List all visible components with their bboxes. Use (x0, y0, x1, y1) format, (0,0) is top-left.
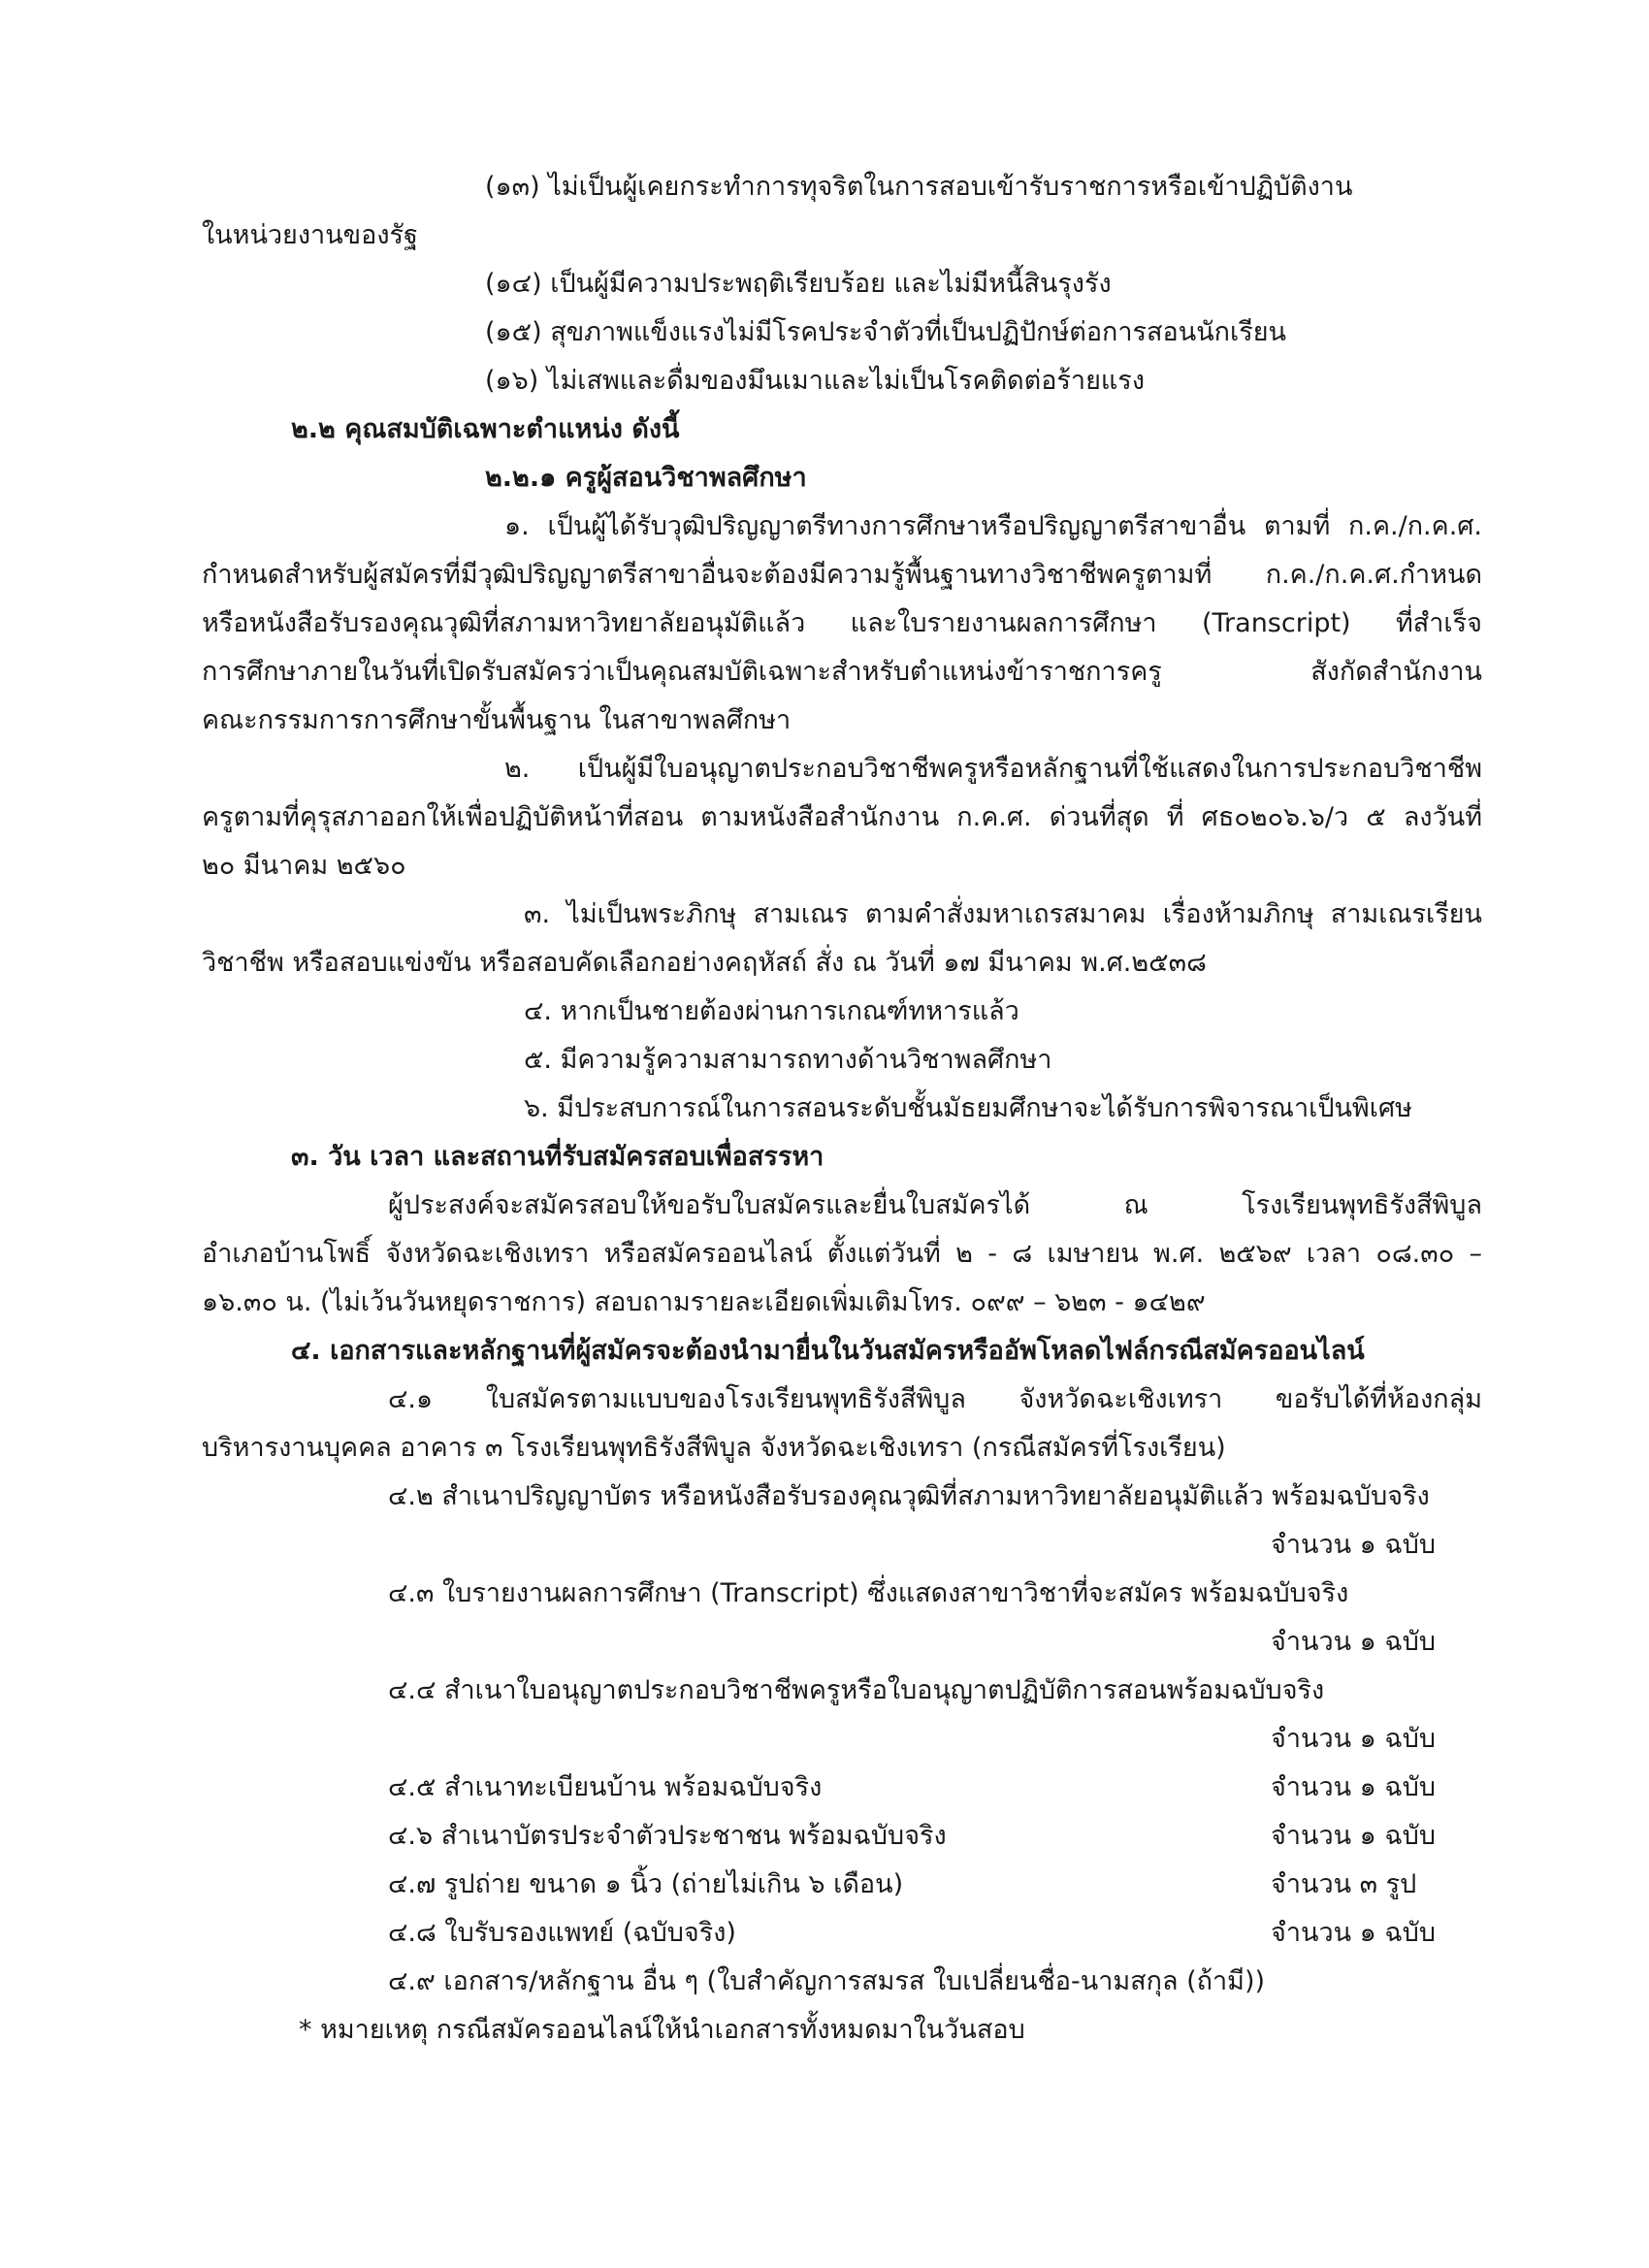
document-3-count: จำนวน ๑ ฉบับ (1271, 1627, 1437, 1657)
section-2-2-heading: ๒.๒ คุณสมบัติเฉพาะตำแหน่ง ดังนี้ (291, 414, 680, 444)
document-1-line2: บริหารงานบุคคล อาคาร ๓ โรงเรียนพุทธิรังสีพิบูล จังหวัดฉะเชิงเทรา (กรณีสมัครที่โรงเรียน) (202, 1433, 1226, 1463)
qualification-6: ๖. มีประสบการณ์ในการสอนระดับชั้นมัธยมศึกษาจะได้รับการพิจารณาเป็นพิเศษ (524, 1093, 1412, 1123)
item-13-line1: (๑๓) ไม่เป็นผู้เคยกระทำการทุจริตในการสอบเข้ารับราชการหรือเข้าปฏิบัติงาน (485, 172, 1353, 202)
qualification-1-line4: การศึกษาภายในวันที่เปิดรับสมัครว่าเป็นคุณสมบัติเฉพาะสำหรับตำแหน่งข้าราชการครู สังกัดสำนักงาน (202, 657, 1482, 687)
item-14: (๑๔) เป็นผู้มีความประพฤติเรียบร้อย และไม่มีหนี้สินรุงรัง (485, 269, 1112, 299)
qualification-5: ๕. มีความรู้ความสามารถทางด้านวิชาพลศึกษา (524, 1045, 1052, 1075)
document-6: ๔.๖ สำเนาบัตรประจำตัวประชาชน พร้อมฉบับจริง (388, 1821, 947, 1851)
qualification-2-line3: ๒๐ มีนาคม ๒๕๖๐ (202, 851, 406, 881)
document-2-count: จำนวน ๑ ฉบับ (1271, 1530, 1437, 1560)
qualification-1-line5: คณะกรรมการการศึกษาขั้นพื้นฐาน ในสาขาพลศึกษา (202, 705, 792, 735)
section-3-line3: ๑๖.๓๐ น. (ไม่เว้นวันหยุดราชการ) สอบถามรายละเอียดเพิ่มเติมโทร. ๐๙๙ – ๖๒๓ - ๑๔๒๙ (202, 1287, 1206, 1317)
section-2-2-1-heading: ๒.๒.๑ ครูผู้สอนวิชาพลศึกษา (485, 463, 807, 493)
document-9: ๔.๙ เอกสาร/หลักฐาน อื่น ๆ (ใบสำคัญการสมรส ใบเปลี่ยนชื่อ-นามสกุล (ถ้ามี)) (388, 1966, 1266, 1996)
section-4-heading: ๔. เอกสารและหลักฐานที่ผู้สมัครจะต้องนำมายื่นในวันสมัครหรืออัพโหลดไฟล์กรณีสมัครออนไลน์ (291, 1336, 1365, 1366)
qualification-2-line1: ๒. เป็นผู้มีใบอนุญาตประกอบวิชาชีพครูหรือหลักฐานที่ใช้แสดงในการประกอบวิชาชีพ (504, 754, 1482, 784)
document-7-count: จำนวน ๓ รูป (1271, 1869, 1417, 1899)
item-13-line2: ในหน่วยงานของรัฐ (202, 220, 418, 250)
document-1-line1: ๔.๑ ใบสมัครตามแบบของโรงเรียนพุทธิรังสีพิบูล จังหวัดฉะเชิงเทรา ขอรับได้ที่ห้องกลุ่ม (388, 1384, 1482, 1414)
qualification-2-line2: ครูตามที่คุรุสภาออกให้เพื่อปฏิบัติหน้าที่สอน ตามหนังสือสำนักงาน ก.ค.ศ. ด่วนที่สุด ที่ ศธ๐๒๐๖.๖/ว ๕ ลงวันที่ (202, 802, 1482, 832)
document-3: ๔.๓ ใบรายงานผลการศึกษา (Transcript) ซึ่งแสดงสาขาวิชาที่จะสมัคร พร้อมฉบับจริง (388, 1578, 1349, 1608)
qualification-3-line1: ๓. ไม่เป็นพระภิกษุ สามเณร ตามคำสั่งมหาเถรสมาคม เรื่องห้ามภิกษุ สามเณรเรียน (524, 899, 1482, 929)
document-2: ๔.๒ สำเนาปริญญาบัตร หรือหนังสือรับรองคุณวุฒิที่สภามหาวิทยาลัยอนุมัติแล้ว พร้อมฉบับจริง (388, 1481, 1430, 1511)
document-4: ๔.๔ สำเนาใบอนุญาตประกอบวิชาชีพครูหรือใบอนุญาตปฏิบัติการสอนพร้อมฉบับจริง (388, 1675, 1325, 1705)
document-6-count: จำนวน ๑ ฉบับ (1271, 1821, 1437, 1851)
qualification-1-line3: หรือหนังสือรับรองคุณวุฒิที่สภามหาวิทยาลัยอนุมัติแล้ว และใบรายงานผลการศึกษา (Transcript) ที่สำเร็จ (202, 608, 1482, 638)
section-3-line2: อำเภอบ้านโพธิ์ จังหวัดฉะเชิงเทรา หรือสมัครออนไลน์ ตั้งแต่วันที่ ๒ - ๘ เมษายน พ.ศ. ๒๕๖๙ เวลา ๐๘.๓๐ – (202, 1239, 1482, 1269)
document-8-count: จำนวน ๑ ฉบับ (1271, 1918, 1437, 1948)
section-4-note: * หมายเหตุ กรณีสมัครออนไลน์ให้นำเอกสารทั้งหมดมาในวันสอบ (299, 2015, 1025, 2045)
qualification-4: ๔. หากเป็นชายต้องผ่านการเกณฑ์ทหารแล้ว (524, 996, 1019, 1026)
qualification-1-line2: กำหนดสำหรับผู้สมัครที่มีวุฒิปริญญาตรีสาขาอื่นจะต้องมีความรู้พื้นฐานทางวิชาชีพครูตามที่ ก.ค./ก.ค.ศ.กำหนด (202, 560, 1482, 590)
document-4-count: จำนวน ๑ ฉบับ (1271, 1724, 1437, 1754)
item-15: (๑๕) สุขภาพแข็งแรงไม่มีโรคประจำตัวที่เป็นปฏิปักษ์ต่อการสอนนักเรียน (485, 317, 1287, 347)
document-7: ๔.๗ รูปถ่าย ขนาด ๑ นิ้ว (ถ่ายไม่เกิน ๖ เดือน) (388, 1869, 904, 1899)
document-5-count: จำนวน ๑ ฉบับ (1271, 1772, 1437, 1802)
qualification-3-line2: วิชาชีพ หรือสอบแข่งขัน หรือสอบคัดเลือกอย่างคฤหัสถ์ สั่ง ณ วันที่ ๑๗ มีนาคม พ.ศ.๒๕๓๘ (202, 948, 1207, 978)
qualification-1-line1: ๑. เป็นผู้ได้รับวุฒิปริญญาตรีทางการศึกษาหรือปริญญาตรีสาขาอื่น ตามที่ ก.ค./ก.ค.ศ. (504, 511, 1482, 541)
section-3-line1: ผู้ประสงค์จะสมัครสอบให้ขอรับใบสมัครและยื่นใบสมัครได้ ณ โรงเรียนพุทธิรังสีพิบูล (388, 1190, 1482, 1220)
document-8: ๔.๘ ใบรับรองแพทย์ (ฉบับจริง) (388, 1918, 736, 1948)
item-16: (๑๖) ไม่เสพและดื่มของมึนเมาและไม่เป็นโรคติดต่อร้ายแรง (485, 366, 1145, 396)
section-3-heading: ๓. วัน เวลา และสถานที่รับสมัครสอบเพื่อสรรหา (291, 1142, 824, 1172)
document-5: ๔.๕ สำเนาทะเบียนบ้าน พร้อมฉบับจริง (388, 1772, 823, 1802)
